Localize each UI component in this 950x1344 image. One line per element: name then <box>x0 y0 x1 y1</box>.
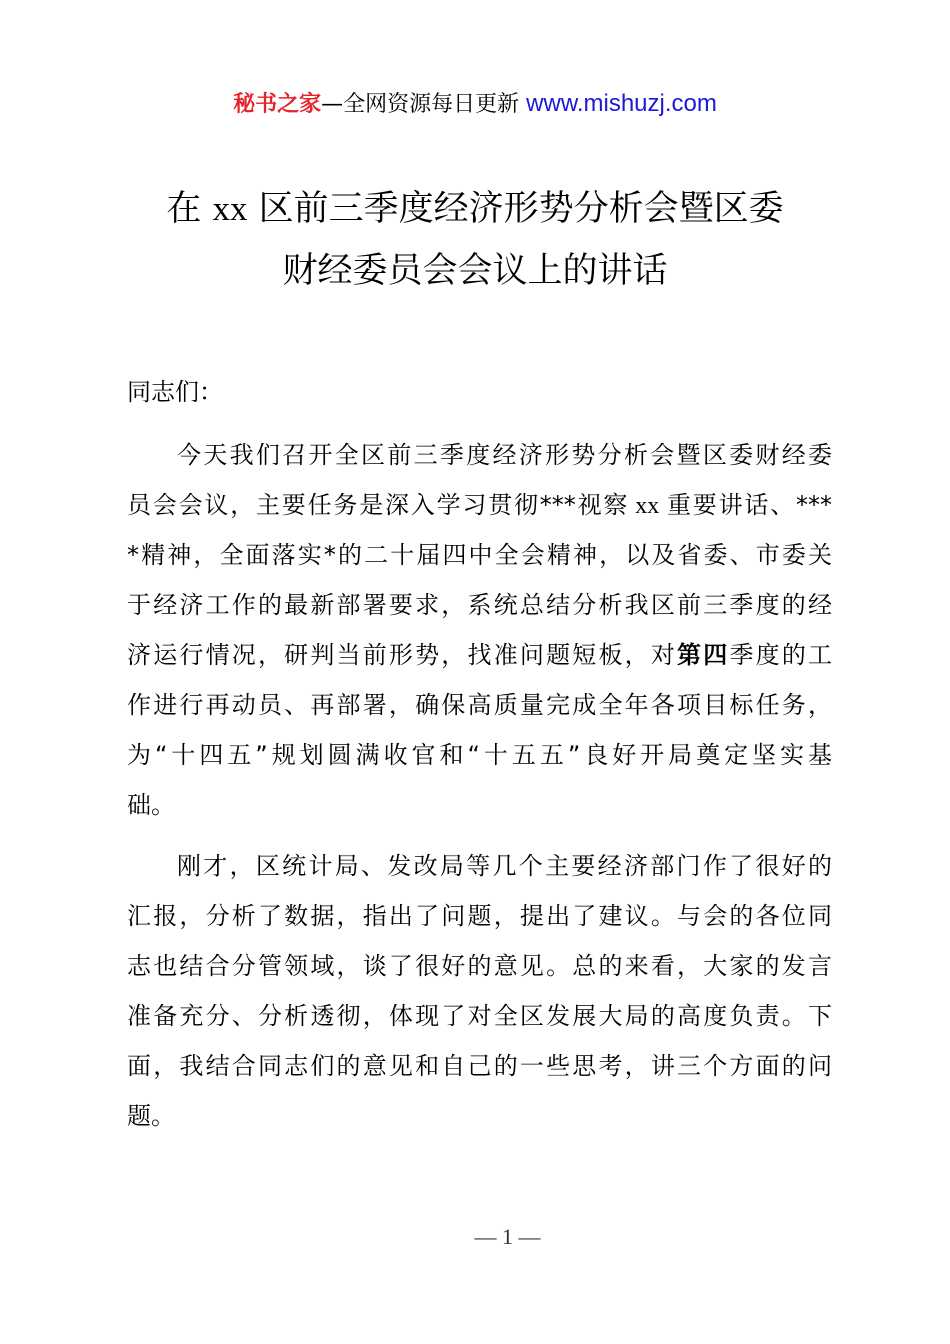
document-title <box>0 178 950 302</box>
bold-text: 第四 <box>677 641 730 669</box>
paragraph-line: *精神，全面落实*的二十届四中全会精神，以及省委、市委关 <box>127 541 832 569</box>
paragraph-2 <box>127 841 832 1141</box>
text: 重要讲话、*** <box>665 491 833 519</box>
paragraph-1 <box>127 430 832 830</box>
paragraph-line <box>127 480 832 530</box>
text: 员会会议，主要任务是深入学习贯彻***视察 <box>127 491 630 519</box>
paragraph-line: 面，我结合同志们的意见和自己的一些思考，讲三个方面的问 <box>127 1052 832 1080</box>
title-line-1 <box>0 178 950 240</box>
text: 济运行情况，研判当前形势，找准问题短板，对 <box>127 641 678 669</box>
placeholder-text: xx <box>635 493 660 519</box>
header-tagline: —全网资源每日更新 <box>321 92 527 117</box>
salutation: 同志们： <box>127 378 223 406</box>
paragraph-line: 题。 <box>127 1102 175 1130</box>
title-text: 在 <box>166 189 202 229</box>
paragraph-line: 汇报，分析了数据，指出了问题，提出了建议。与会的各位同 <box>127 902 832 930</box>
title-text: 区前三季度经济形势分析会暨区委 <box>258 189 784 229</box>
title-line-2: 财经委员会会议上的讲话 <box>282 251 668 291</box>
paragraph-line: 今天我们召开全区前三季度经济形势分析会暨区委财经委 <box>177 441 832 469</box>
page-number: — 1 — <box>474 1224 541 1249</box>
paragraph-line: 础。 <box>127 791 175 819</box>
paragraph-line: 准备充分、分析透彻，体现了对全区发展大局的高度负责。下 <box>127 1002 832 1030</box>
paragraph-line: 刚才，区统计局、发改局等几个主要经济部门作了很好的 <box>177 852 832 880</box>
paragraph-line: 作进行再动员、再部署，确保高质量完成全年各项目标任务， <box>127 691 832 719</box>
site-url-link[interactable]: www.mishuzj.com <box>526 90 717 117</box>
text: 季度的工 <box>729 641 833 669</box>
site-header <box>0 88 950 121</box>
paragraph-line: 为“十四五”规划圆满收官和“十五五”良好开局奠定坚实基 <box>127 741 832 769</box>
paragraph-line <box>127 630 832 680</box>
paragraph-line: 于经济工作的最新部署要求，系统总结分析我区前三季度的经 <box>127 591 832 619</box>
title-placeholder: xx <box>212 189 248 228</box>
brand-name: 秘书之家 <box>233 92 322 117</box>
paragraph-line: 志也结合分管领域，谈了很好的意见。总的来看，大家的发言 <box>127 952 832 980</box>
